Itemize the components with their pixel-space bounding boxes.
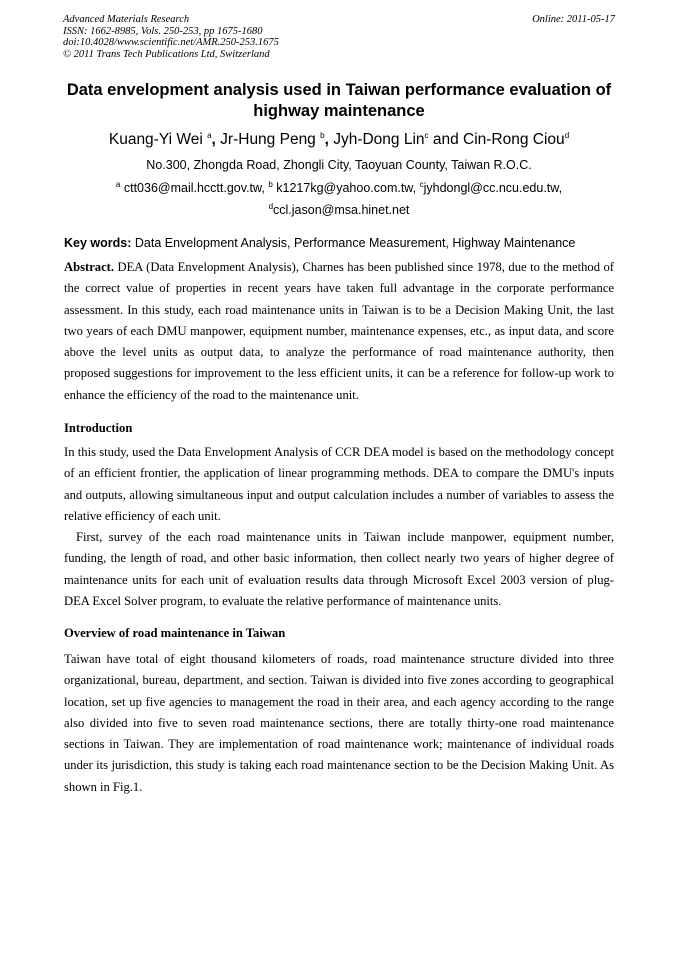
journal-name: Advanced Materials Research (63, 14, 190, 25)
sep: , (211, 131, 221, 149)
author: Cin-Rong Ciou (463, 131, 565, 149)
paragraph: In this study, used the Data Envelopment Analysis of CCR DEA model is based on the methodology concept of an efficient frontier, the application of linear programming methods. DEA to compare the DMU's inputs and outputs, allowing simultaneous input and output calculation includes a number of variables to assess the relative efficiency of each unit. (64, 445, 614, 523)
journal-header (63, 14, 279, 60)
emails-line-2: $^d$ccl.jason@msa.hinet.net (268, 202, 410, 218)
email-c[interactable]: jyhdongl@cc.ncu.edu.tw, (423, 181, 563, 196)
keywords-label: Key words: (64, 236, 132, 250)
abstract-text: DEA (Data Envelopment Analysis), Charnes has been published since 1978, due to the method of the correct value of properties in recent years have taken full advantage in the corporate performance assessment. In this study, each road maintenance units in Taiwan is to be a Decision Making Unit, the last two years of each DMU manpower, equipment number, maintenance expenses, etc., as input data, and score above the level units as output data, to analyze the performance of road maintenance authority, then proposed suggestions for improvement to the less efficient units, it can be a reference for follow-up work to enhance the efficiency of the road to the maintenance unit. (64, 260, 614, 402)
emails-line-1: $^a$ ctt036@mail.hcctt.gov.tw, $^b$ k1217kg@yahoo.com.tw, $^c$jyhdongl@cc.ncu.edu.tw, (115, 180, 563, 196)
author-sup: d (564, 131, 570, 140)
author-sup: a (207, 131, 212, 140)
online-date: Online: 2011-05-17 (532, 14, 615, 25)
author-sup: c (424, 131, 429, 140)
paragraph: Taiwan have total of eight thousand kilometers of roads, road maintenance structure divided into three organizational, bureau, department, and section. Taiwan is divided into five zones according to geographical location, set up five agencies to management the road in their area, and each agency according to the range also divided into five to seven road maintenance sections, there are totally thirty-one road maintenance sections in Taiwan. They are implementation of road maintenance work; maintenance of individual roads under its jurisdiction, this study is taking each road maintenance section to be the Decision Making Unit. As shown in Fig.1. (64, 652, 614, 794)
sep: , (324, 131, 334, 149)
abstract (64, 257, 614, 406)
doi: doi:10.4028/www.scientific.net/AMR.250-253.1675 (63, 37, 279, 48)
abstract-label: Abstract. (64, 260, 115, 274)
keywords-text: Data Envelopment Analysis, Performance Measurement, Highway Maintenance (131, 236, 576, 250)
keywords (64, 236, 575, 250)
author: Jyh-Dong Lin (333, 131, 425, 149)
author: Jr-Hung Peng (220, 131, 316, 149)
issn: ISSN: 1662-8985, Vols. 250-253, pp 1675-1680 (63, 25, 263, 37)
email-d[interactable]: ccl.jason@msa.hinet.net (273, 203, 410, 218)
sep: and (428, 131, 464, 149)
address: No.300, Zhongda Road, Zhongli City, Taoyuan County, Taiwan R.O.C. (146, 158, 532, 172)
copyright: © 2011 Trans Tech Publications Ltd, Switzerland (63, 48, 270, 60)
overview-body (64, 649, 614, 798)
email-b[interactable]: k1217kg@yahoo.com.tw, (276, 181, 417, 196)
author-sup: b (320, 131, 325, 140)
paragraph: First, survey of the each road maintenance units in Taiwan include manpower, equipment number, funding, the length of road, and other basic information, then collect nearly two years of higher degree of maintenance units for each unit of evaluation results data through Microsoft Excel 2003 version of plug-DEA Excel Solver program, to evaluate the relative performance of maintenance units. (64, 530, 614, 609)
authors (60, 131, 618, 149)
author: Kuang-Yi Wei (108, 131, 203, 149)
introduction-heading: Introduction (64, 421, 133, 435)
overview-heading: Overview of road maintenance in Taiwan (64, 626, 286, 640)
email-a[interactable]: ctt036@mail.hcctt.gov.tw, (123, 181, 265, 196)
introduction-body (64, 442, 614, 612)
paper-title: Data envelopment analysis used in Taiwan performance evaluation of highway maintenance (66, 81, 612, 120)
